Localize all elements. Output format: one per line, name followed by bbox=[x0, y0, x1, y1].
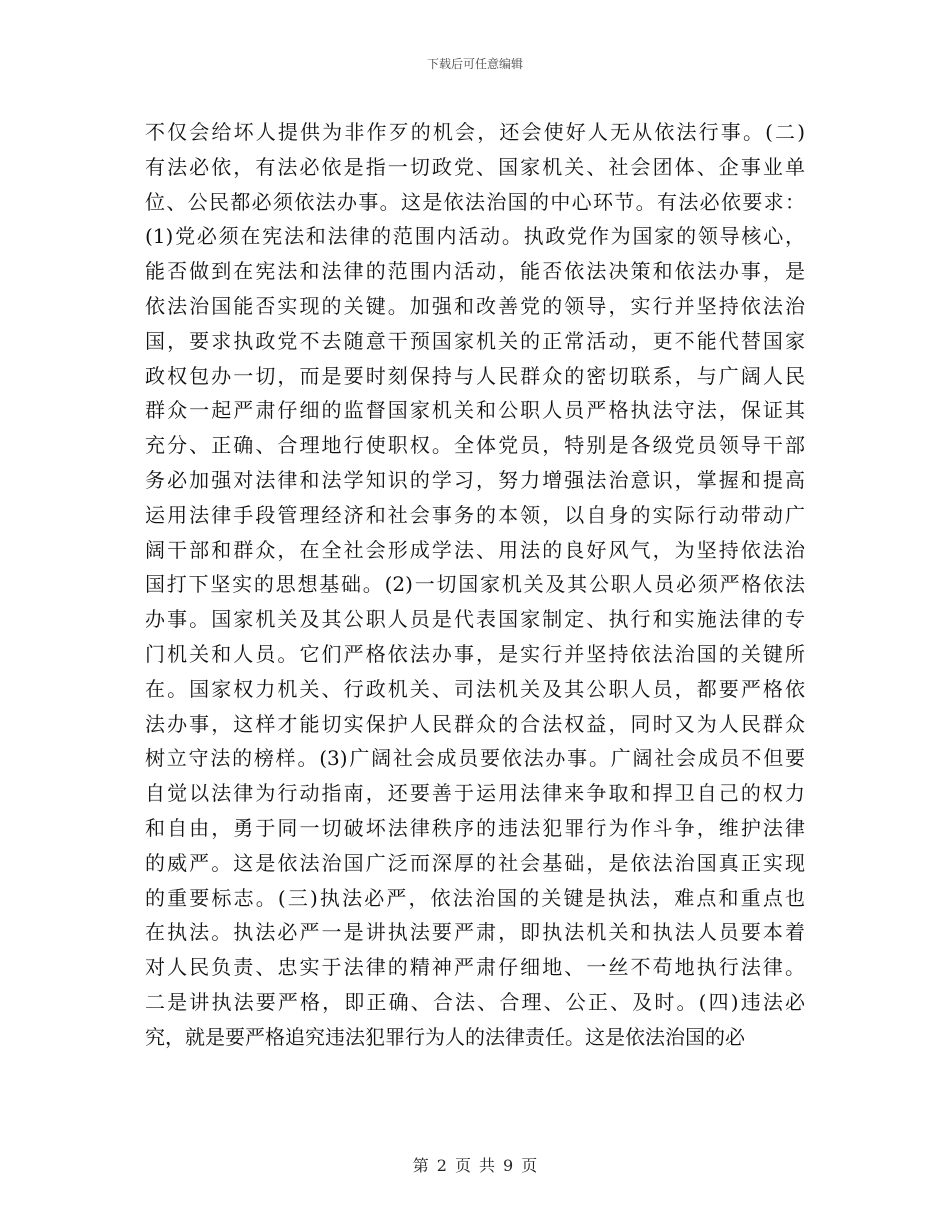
body-line: 国，要求执政党不去随意干预国家机关的正常活动，更不能代替国家 bbox=[145, 328, 805, 353]
page-header: 下载后可任意编辑 bbox=[426, 57, 523, 71]
page-unit: 页 bbox=[454, 1156, 471, 1175]
body-line: 树立守法的榜样。(3)广阔社会成员要依法办事。广阔社会成员不但要 bbox=[145, 746, 805, 771]
body-line: 阔干部和群众，在全社会形成学法、用法的良好风气，为坚持依法治 bbox=[145, 537, 805, 562]
body-line: 有法必依，有法必依是指一切政党、国家机关、社会团体、企事业单 bbox=[145, 154, 805, 179]
body-line: 不仅会给坏人提供为非作歹的机会，还会使好人无从依法行事。(二) bbox=[145, 120, 805, 144]
body-line: 二是讲执法要严格，即正确、合法、合理、公正、及时。(四)违法必 bbox=[145, 989, 805, 1014]
page-prefix: 第 bbox=[412, 1156, 429, 1175]
body-line: 在。国家权力机关、行政机关、司法机关及其公职人员，都要严格依 bbox=[145, 676, 805, 701]
body-line: 对人民负责、忠实于法律的精神严肃仔细地、一丝不苟地执行法律。 bbox=[145, 955, 805, 980]
document-body bbox=[145, 115, 805, 1055]
body-line: 究，就是要严格追究违法犯罪行为人的法律责任。这是依法治国的必 bbox=[145, 1024, 745, 1049]
total-pages: 9 bbox=[503, 1156, 514, 1175]
page-footer bbox=[0, 1153, 950, 1176]
body-line: 自觉以法律为行动指南，还要善于运用法律来争取和捍卫自己的权力 bbox=[145, 781, 805, 806]
body-line: 充分、正确、合理地行使职权。全体党员，特别是各级党员领导干部 bbox=[145, 433, 805, 458]
total-prefix: 共 bbox=[479, 1156, 496, 1175]
body-line: 的重要标志。(三)执法必严，依法治国的关键是执法，难点和重点也 bbox=[145, 885, 805, 910]
body-line: 办事。国家机关及其公职人员是代表国家制定、执行和实施法律的专 bbox=[145, 607, 805, 632]
body-line: 务必加强对法律和法学知识的学习，努力增强法治意识，掌握和提高 bbox=[145, 467, 805, 492]
body-line: 和自由，勇于同一切破坏法律秩序的违法犯罪行为作斗争，维护法律 bbox=[145, 815, 805, 840]
body-line: 政权包办一切，而是要时刻保持与人民群众的密切联系，与广阔人民 bbox=[145, 363, 805, 388]
body-line: 运用法律手段管理经济和社会事务的本领，以自身的实际行动带动广 bbox=[145, 502, 805, 527]
body-line: 的威严。这是依法治国广泛而深厚的社会基础，是依法治国真正实现 bbox=[145, 850, 805, 875]
body-line: 群众一起严肃仔细的监督国家机关和公职人员严格执法守法，保证其 bbox=[145, 398, 805, 423]
body-line: (1)党必须在宪法和法律的范围内活动。执政党作为国家的领导核心， bbox=[145, 224, 805, 249]
body-line: 国打下坚实的思想基础。(2)一切国家机关及其公职人员必须严格依法 bbox=[145, 572, 805, 597]
body-line: 法办事，这样才能切实保护人民群众的合法权益，同时又为人民群众 bbox=[145, 711, 805, 736]
page-number: 2 bbox=[436, 1156, 447, 1175]
body-line: 能否做到在宪法和法律的范围内活动，能否依法决策和依法办事，是 bbox=[145, 259, 805, 284]
body-line: 门机关和人员。它们严格依法办事，是实行并坚持依法治国的关键所 bbox=[145, 641, 805, 666]
body-line: 在执法。执法必严一是讲执法要严肃，即执法机关和执法人员要本着 bbox=[145, 920, 805, 945]
total-unit: 页 bbox=[521, 1156, 538, 1175]
body-line: 依法治国能否实现的关键。加强和改善党的领导，实行并坚持依法治 bbox=[145, 293, 805, 318]
body-line: 位、公民都必须依法办事。这是依法治国的中心环节。有法必依要求： bbox=[145, 189, 805, 214]
